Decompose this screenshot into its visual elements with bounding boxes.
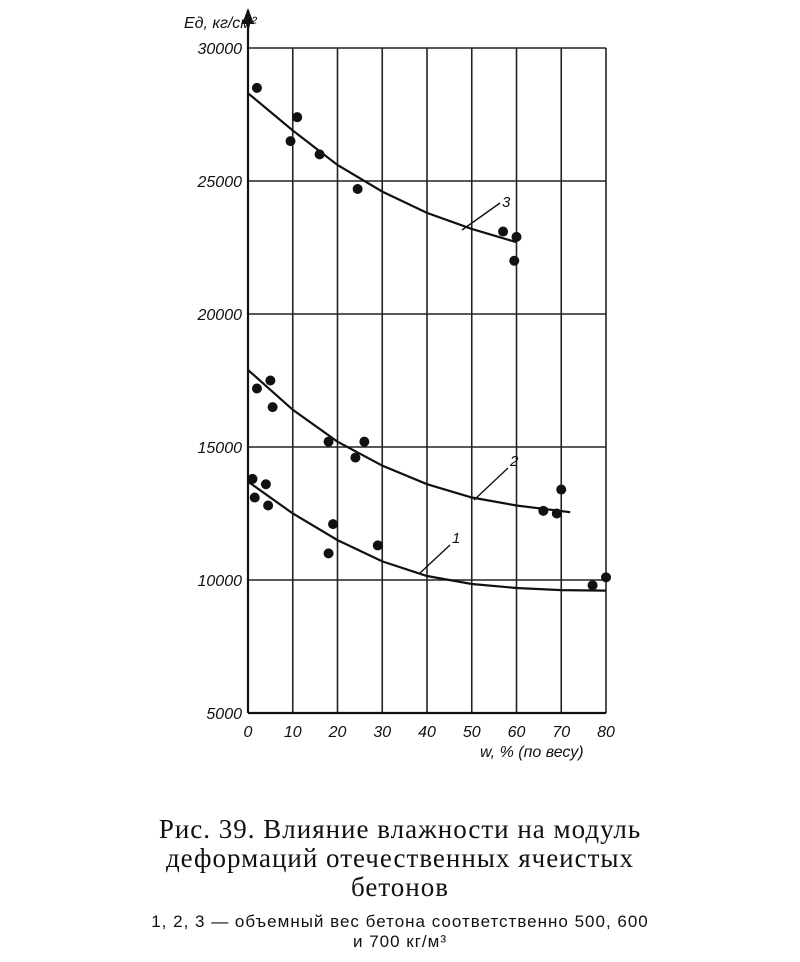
x-tick-label: 80 <box>597 724 615 741</box>
data-point-series-3 <box>498 227 508 237</box>
x-tick-label: 70 <box>552 724 571 741</box>
data-point-series-1 <box>601 572 611 582</box>
curve-label-3: 3 <box>502 194 511 211</box>
data-point-series-2 <box>538 506 548 516</box>
x-tick-label: 40 <box>418 724 436 741</box>
data-point-series-2 <box>359 437 369 447</box>
curve-label-leader-2 <box>474 468 508 500</box>
y-tick-label: 10000 <box>197 573 242 590</box>
data-point-series-1 <box>247 474 257 484</box>
data-point-series-2 <box>350 453 360 463</box>
y-axis-label: Eд, кг/см² <box>184 15 257 32</box>
data-point-series-3 <box>315 149 325 159</box>
x-axis-label: w, % (по весу) <box>480 744 584 761</box>
data-point-series-2 <box>268 402 278 412</box>
data-point-series-1 <box>373 540 383 550</box>
data-point-series-3 <box>286 136 296 146</box>
data-point-series-3 <box>252 83 262 93</box>
x-tick-label: 30 <box>373 724 392 741</box>
curve-label-1: 1 <box>452 530 461 547</box>
data-point-series-1 <box>588 580 598 590</box>
curve-label-leader-1 <box>420 545 450 573</box>
data-point-series-3 <box>512 232 522 242</box>
data-point-series-1 <box>250 493 260 503</box>
y-tick-label: 25000 <box>197 174 242 191</box>
curve-2 <box>248 370 570 512</box>
curve-label-leader-3 <box>462 203 500 230</box>
figure-note: 1, 2, 3 — объемный вес бетона соответственно 500, 600 и 700 кг/м³ <box>151 912 649 951</box>
data-point-series-2 <box>265 376 275 386</box>
data-point-series-3 <box>509 256 519 266</box>
data-point-series-3 <box>353 184 363 194</box>
data-point-series-2 <box>552 509 562 519</box>
data-point-series-2 <box>252 383 262 393</box>
data-point-series-1 <box>328 519 338 529</box>
data-point-series-2 <box>324 437 334 447</box>
curve-label-2: 2 <box>510 453 519 470</box>
y-tick-label: 15000 <box>197 440 242 457</box>
y-tick-label: 30000 <box>197 41 242 58</box>
y-tick-label: 20000 <box>197 307 242 324</box>
y-tick-label: 5000 <box>206 706 242 723</box>
figure-caption: Рис. 39. Влияние влажности на модуль деформаций отечественных ячеистых бетонов <box>158 814 642 902</box>
data-point-series-3 <box>292 112 302 122</box>
grid <box>248 48 606 713</box>
data-point-series-1 <box>263 501 273 511</box>
x-tick-label: 0 <box>243 724 253 741</box>
data-point-series-2 <box>556 485 566 495</box>
x-tick-label: 10 <box>283 724 302 741</box>
x-tick-label: 50 <box>462 724 481 741</box>
x-tick-label: 60 <box>507 724 526 741</box>
data-point-series-1 <box>261 479 271 489</box>
data-point-series-1 <box>324 548 334 558</box>
x-tick-label: 20 <box>328 724 347 741</box>
data-points <box>247 83 611 590</box>
